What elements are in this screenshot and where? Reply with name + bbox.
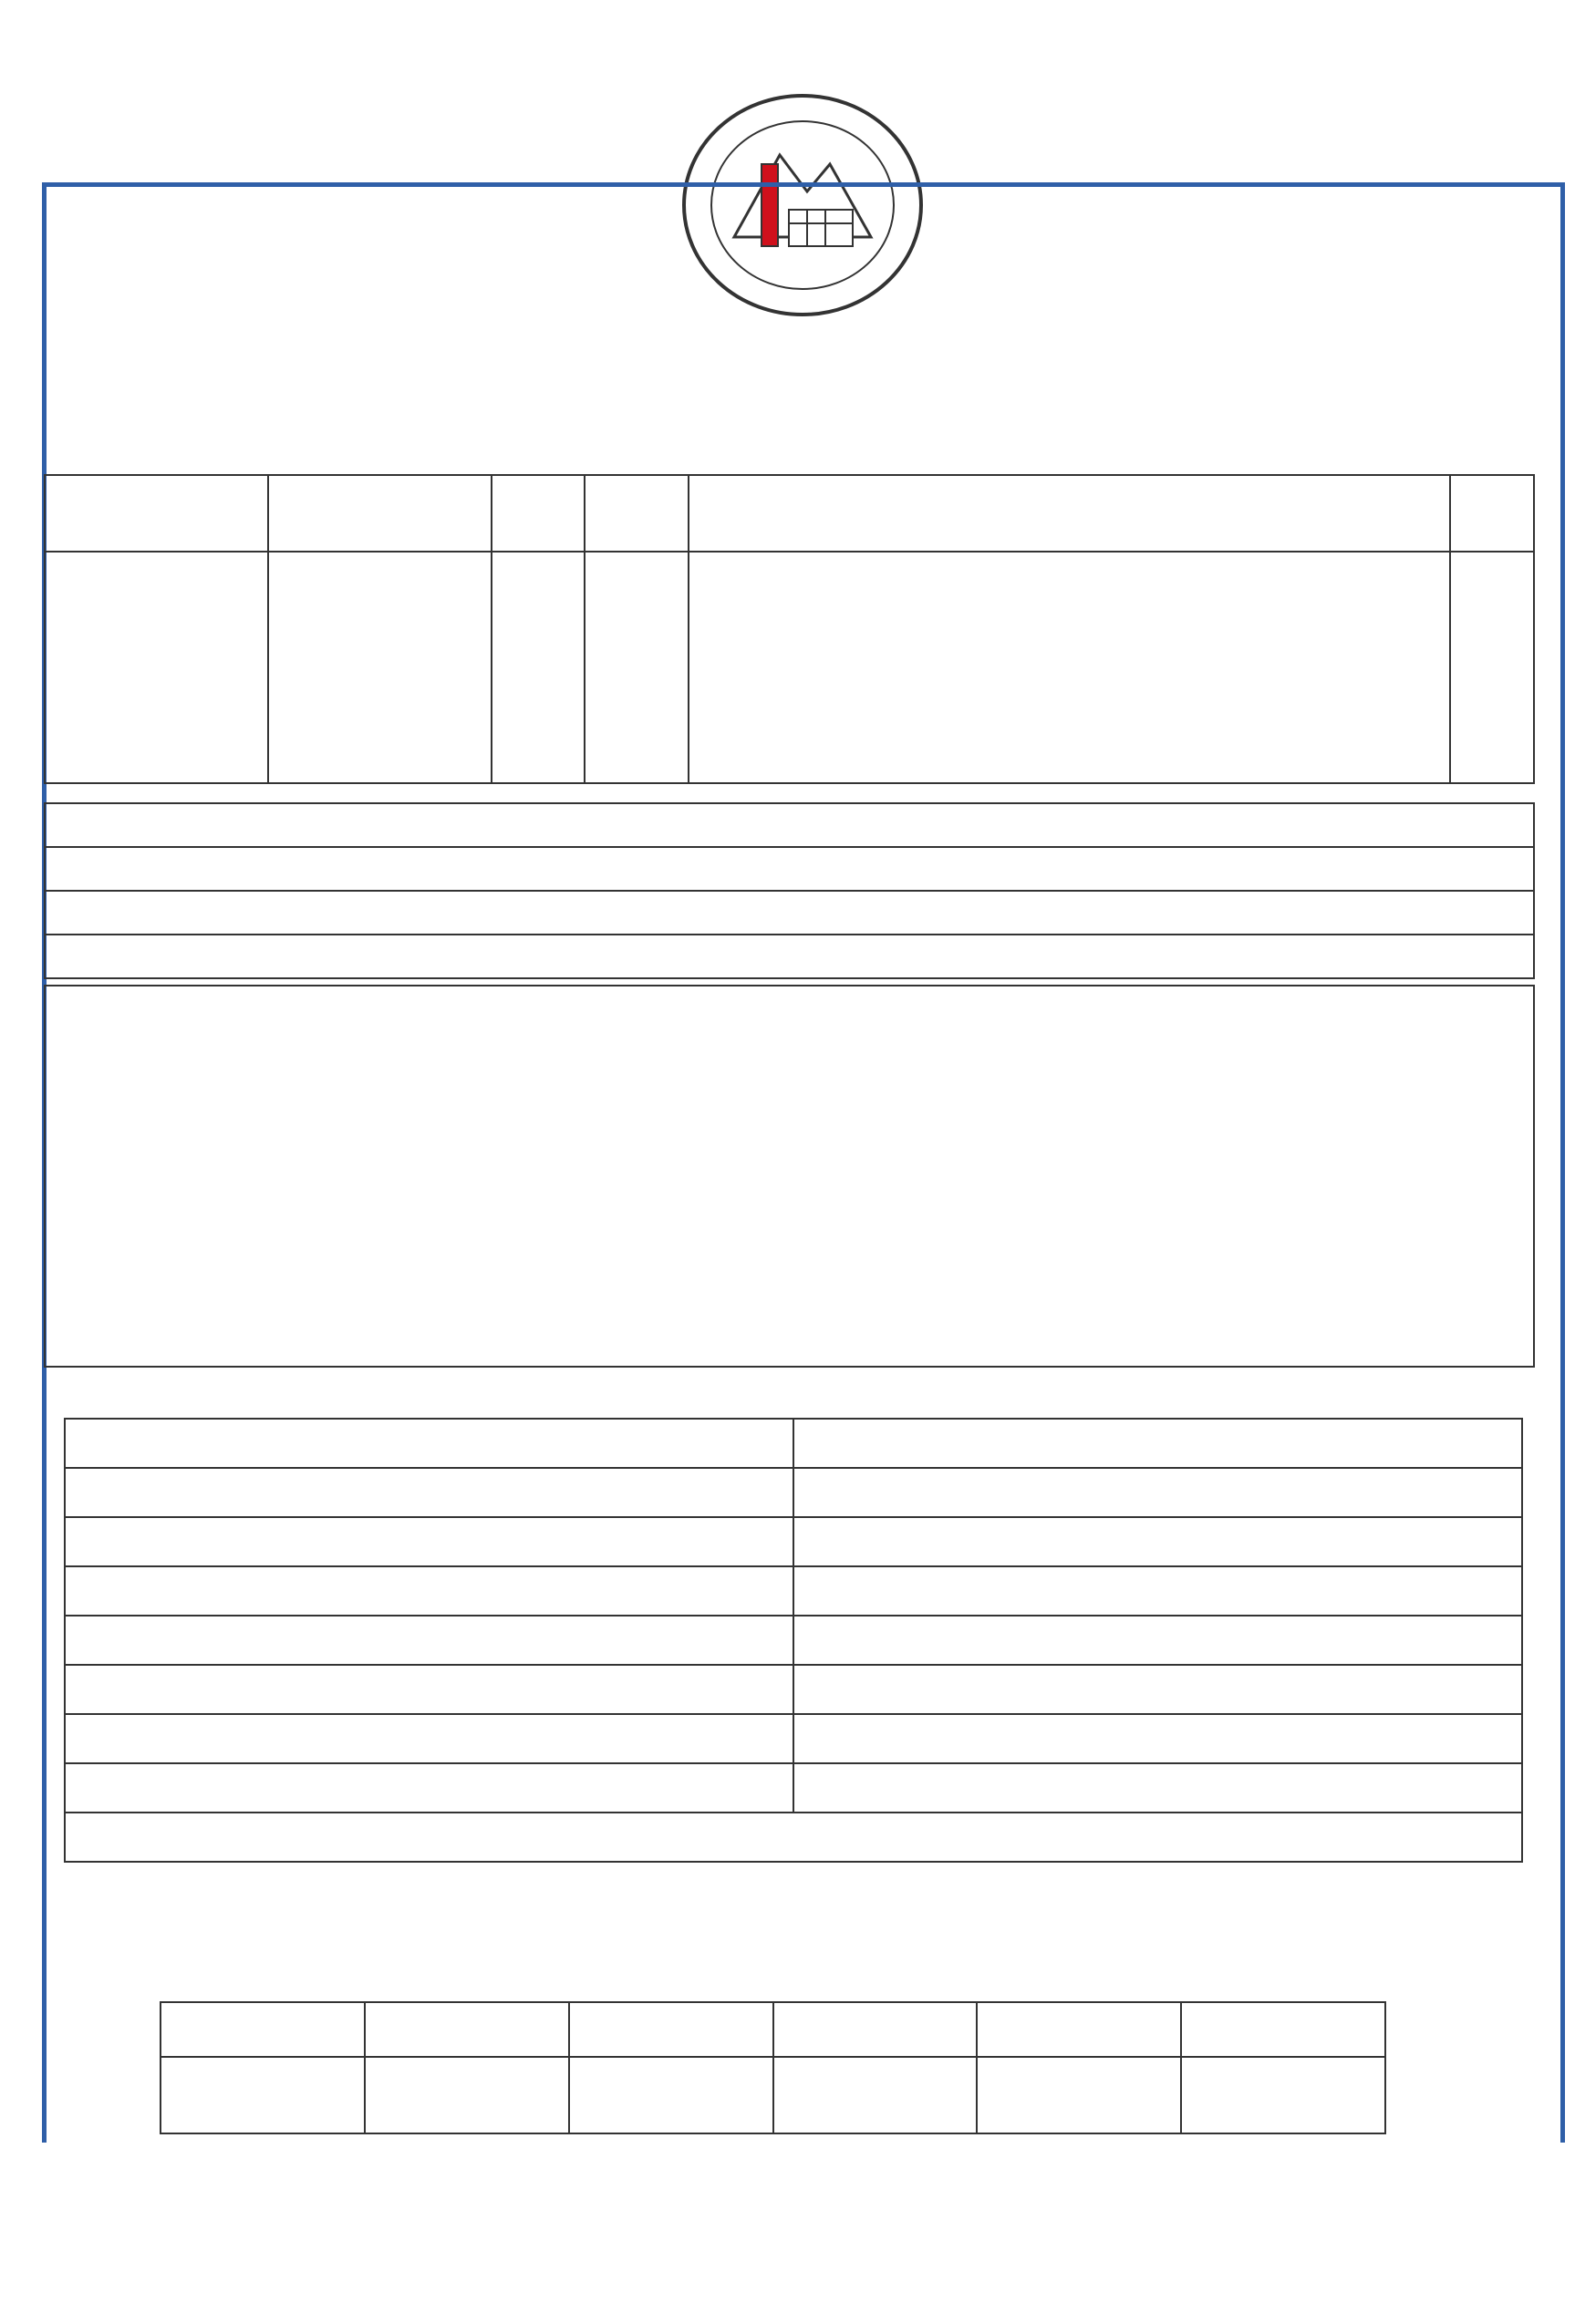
col-unit: [492, 475, 585, 552]
party-field[interactable]: [65, 1517, 793, 1566]
party-field[interactable]: [793, 1468, 1522, 1517]
committee-header: [569, 2002, 773, 2057]
sum-words-field[interactable]: [45, 891, 1534, 935]
col-qty: [585, 475, 689, 552]
signature-cell[interactable]: [365, 2057, 569, 2133]
committee-header: [1181, 2002, 1385, 2057]
table-row: [65, 1665, 1522, 1714]
delivery-field[interactable]: [45, 935, 1534, 978]
party-field[interactable]: [65, 1616, 793, 1665]
signature-cell[interactable]: [773, 2057, 978, 2133]
legal-person-field[interactable]: [65, 1419, 793, 1468]
committee-header: [773, 2002, 978, 2057]
table-row: [65, 1616, 1522, 1665]
signature-cell[interactable]: [977, 2057, 1181, 2133]
signature-cell[interactable]: [569, 2057, 773, 2133]
item-unit: [492, 552, 585, 783]
party-field[interactable]: [793, 1665, 1522, 1714]
party-field[interactable]: [793, 1517, 1522, 1566]
row-number: [1450, 552, 1534, 783]
party-field[interactable]: [65, 1566, 793, 1616]
parties-table: [64, 1418, 1523, 1863]
table-row: [65, 1813, 1522, 1862]
item-qty: [585, 552, 689, 783]
items-table: [44, 474, 1535, 784]
party-field[interactable]: [65, 1468, 793, 1517]
party-field[interactable]: [65, 1665, 793, 1714]
table-row: [65, 1468, 1522, 1517]
item-description: [689, 552, 1450, 783]
table-row: [65, 1714, 1522, 1763]
party-field[interactable]: [65, 1714, 793, 1763]
col-unit-price: [268, 475, 492, 552]
table-row: [65, 1517, 1522, 1566]
footer-tehran: [0, 2218, 1575, 2262]
party-field[interactable]: [793, 1714, 1522, 1763]
footer: [0, 2174, 1575, 2262]
table-row: [65, 1763, 1522, 1813]
committee-sign-row: [161, 2057, 1385, 2133]
signature-field[interactable]: [65, 1813, 1522, 1862]
natural-person-field[interactable]: [793, 1419, 1522, 1468]
committee-row-label: [1181, 2057, 1385, 2133]
general-conditions: [44, 985, 1535, 1368]
committee-table: [160, 2001, 1386, 2134]
sum-field[interactable]: [45, 803, 1534, 847]
item-total-price[interactable]: [45, 552, 268, 783]
vat-field[interactable]: [45, 847, 1534, 891]
items-header-row: [45, 475, 1534, 552]
col-description: [689, 475, 1450, 552]
col-row: [1450, 475, 1534, 552]
committee-header: [977, 2002, 1181, 2057]
totals-table: [44, 802, 1535, 979]
party-field[interactable]: [793, 1566, 1522, 1616]
col-total-price: [45, 475, 268, 552]
committee-header: [161, 2002, 365, 2057]
committee-header-row: [161, 2002, 1385, 2057]
table-row: [65, 1419, 1522, 1468]
signature-cell[interactable]: [161, 2057, 365, 2133]
committee-header: [365, 2002, 569, 2057]
item-unit-price[interactable]: [268, 552, 492, 783]
party-field[interactable]: [65, 1763, 793, 1813]
party-field[interactable]: [793, 1763, 1522, 1813]
footer-address: [0, 2174, 1575, 2218]
table-row: [45, 552, 1534, 783]
party-field[interactable]: [793, 1616, 1522, 1665]
table-row: [65, 1566, 1522, 1616]
